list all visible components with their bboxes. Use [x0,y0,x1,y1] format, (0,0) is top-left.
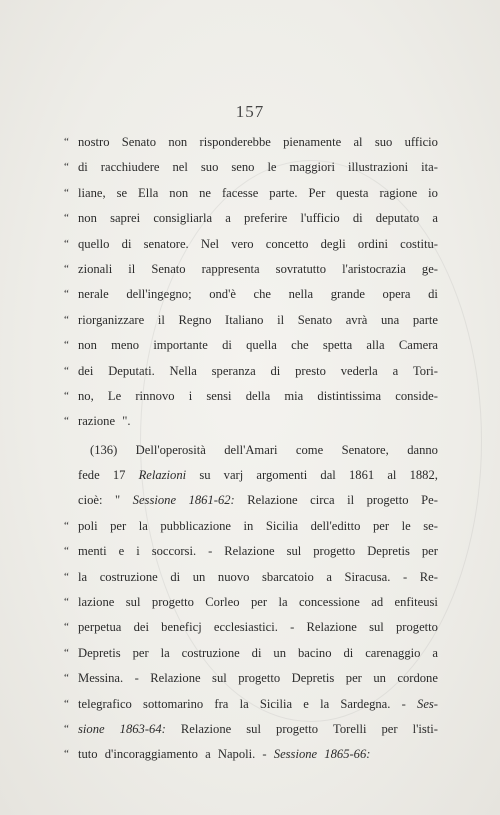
word: costitu- [400,236,438,251]
word: sbarcatoio [262,569,314,584]
word: sottomarino [143,696,204,711]
word: argomenti [256,468,308,483]
word: al [387,468,397,483]
word: le [401,518,411,533]
word: degli [320,236,346,251]
word: su [199,468,211,483]
word: Depretis [291,671,335,686]
word: Nella [169,363,197,378]
word: progetto [238,671,281,686]
quote-mark: “ [64,570,69,583]
word: racchiudere [100,160,160,175]
word: ". [122,414,131,429]
word: le [267,160,277,175]
word: Senatore, [341,442,389,457]
quote-mark: “ [64,596,69,609]
page-number: 157 [235,102,265,121]
word: ufficio [404,135,438,149]
word: l'ufficio [300,211,340,226]
word: per [345,671,362,686]
word: Re- [419,569,438,584]
word: deputato [375,211,420,226]
word: maggiori [289,160,335,175]
word: spetta [322,338,353,353]
word: riorganizzare [78,312,145,327]
word: a [225,211,231,226]
word: cordone [397,671,438,686]
word: la [138,518,148,533]
text-line [64,409,438,434]
word: sul [212,671,227,686]
text-line [64,308,438,333]
word: Depretis [367,544,410,559]
word: poli [78,518,98,533]
word: la [320,696,330,711]
word: 1861 [348,468,375,483]
word: per [372,518,390,533]
word: varj [223,468,244,483]
word: sul [125,595,141,610]
word: ordini [357,236,389,251]
word: Italiano [225,312,264,327]
text-line [64,359,438,384]
word: il [277,312,285,327]
word: il [157,312,165,327]
word: progetto [276,721,318,736]
word: bacino [297,645,332,660]
word: non [78,338,97,353]
word: di [343,645,354,660]
word: Relazione [180,721,232,736]
word: - [208,544,213,559]
word: liane, [78,185,106,200]
quote-mark: “ [64,339,69,352]
word: Relazione [247,493,298,508]
word: ond'è [209,287,236,302]
word: nerale [78,287,109,302]
word: dal [320,468,336,483]
word: mia [284,388,304,403]
word: al [353,135,363,149]
word: Sessione [132,493,177,508]
word: Pe- [421,493,438,508]
word: non [78,211,97,226]
quote-mark: “ [64,646,69,659]
word: a [205,747,214,762]
word: sul [286,544,302,559]
word: Camera [398,338,438,353]
word: fra [214,696,229,711]
word: Le [107,388,122,403]
word: Messina. [78,671,124,686]
quote-mark: “ [64,672,69,685]
word: costruzione [181,645,240,660]
word: a [432,645,438,660]
word: Napoli. [217,747,259,762]
text-line [64,590,438,615]
word: di [78,160,88,175]
text-line [78,438,438,463]
word: nostro [78,135,110,149]
word: una [381,312,400,327]
word: ad [371,595,384,610]
word: di [121,236,132,251]
word: di [251,645,262,660]
word: Tori- [412,363,438,378]
word: Nel [200,236,220,251]
word: per [250,595,268,610]
word: ragione [379,185,418,200]
word: dell'editto [310,518,361,533]
word: Sardegna. [340,696,391,711]
word: saprei [110,211,141,226]
word: questa [336,185,369,200]
quote-mark: “ [64,237,69,250]
quote-mark: “ [64,364,69,377]
text-line [64,130,438,155]
word: la [78,569,88,584]
text-line [64,206,438,231]
word: speranza [211,363,256,378]
quote-mark: “ [64,288,69,301]
word: conside- [395,388,438,403]
text-line [64,539,438,564]
word: di [428,287,438,302]
word: Depretis [78,645,121,660]
word: a [432,211,438,226]
word: razione [78,414,119,429]
word: Senato [151,261,186,276]
word: (136) [90,442,118,457]
word: grande [330,287,365,302]
word: Dell'operosità [135,442,206,457]
word: nel [172,160,188,175]
word: dell'ingegno; [126,287,192,302]
word: danno [407,442,438,457]
word: vero [231,236,254,251]
word: parte [412,312,438,327]
word: se- [423,518,438,533]
word: di [352,211,363,226]
text-line [64,615,438,640]
word: un [192,569,206,584]
word: Deputati. [108,363,155,378]
word: Regno [178,312,212,327]
word: la [278,595,288,610]
word: il [347,493,355,508]
quote-mark: “ [64,313,69,326]
word: a [326,569,332,584]
word: Senato [297,312,333,327]
word: suo [200,160,219,175]
text-line [64,717,438,742]
word: di [222,338,232,353]
word: no, [78,388,94,403]
word: soccorsi. [151,544,197,559]
word: dei [133,620,149,635]
word: ita- [421,160,438,175]
word: senatore. [143,236,189,251]
word: - [402,569,408,584]
text-line [64,257,438,282]
word: Torelli [333,721,367,736]
quote-mark: “ [64,697,69,710]
word: 1865-66: [324,747,371,762]
word: circa [310,493,335,508]
word: Relazione [224,544,275,559]
word: Ses- [417,696,438,711]
word: la [239,696,249,711]
word: un [273,645,286,660]
word: zionali [78,261,113,276]
word: l'aristocrazia [342,261,406,276]
text-line [64,155,438,180]
word: che [253,287,272,302]
word: di [270,363,281,378]
word: sione [78,721,105,736]
text-line [64,641,438,666]
quote-mark: “ [64,389,69,402]
word: come [295,442,324,457]
word: distintissima [317,388,382,403]
word: pubblicazione [160,518,232,533]
word: - [290,620,295,635]
word: progetto [395,620,438,635]
quote-mark: “ [64,186,69,199]
text-line [64,384,438,409]
text-line [64,181,438,206]
word: Sicilia [265,518,299,533]
quote-mark: “ [64,748,69,761]
word: alla [366,338,385,353]
word: di [170,569,181,584]
word: Corleo [205,595,240,610]
word: non [169,185,189,200]
word: per [421,544,438,559]
word: - [401,696,406,711]
word: perpetua [78,620,122,635]
word: 1863-64: [119,721,166,736]
word: se [116,185,128,200]
word: sul [369,620,384,635]
word: 1861-62: [188,493,235,508]
word: pienamente [283,135,342,149]
word: sul [246,721,261,736]
word: sovratutto [275,261,327,276]
word: Relazioni [138,468,187,483]
text-line [64,232,438,257]
quote-mark: “ [64,545,69,558]
word: ecclesiastici. [213,620,278,635]
word: rinnovo [135,388,175,403]
text-line [64,565,438,590]
word: che [291,338,309,353]
word: Relazione [306,620,357,635]
word: dell'Amari [224,442,278,457]
word: Per [308,185,326,200]
word: per [132,645,149,660]
word: in [243,518,254,533]
word: progetto [366,493,409,508]
word: l'isti- [412,721,438,736]
word: e [303,696,309,711]
word: cioè: [78,493,103,508]
word: parte. [269,185,298,200]
word: un [373,671,386,686]
word: facesse [221,185,259,200]
text-line [64,692,438,717]
word: Siracusa. [344,569,391,584]
text-line [64,333,438,358]
word: menti [78,544,107,559]
text-line [64,514,438,539]
quote-mark: “ [64,519,69,532]
text-line [64,666,438,691]
word: consigliarla [153,211,213,226]
word: dei [78,363,94,378]
word: ge- [421,261,438,276]
text-line [78,463,438,488]
word: enfiteusi [394,595,438,610]
word: suo [374,135,393,149]
quote-mark: “ [64,722,69,735]
word: d'incoraggiamento [104,747,202,762]
word: concetto [265,236,309,251]
word: risponderebbe [199,135,271,149]
word: rappresenta [201,261,260,276]
word: concessione [298,595,360,610]
word: preferire [244,211,288,226]
quote-mark: “ [64,161,69,174]
word: telegrafico [78,696,132,711]
word: io [428,185,438,200]
word: per [381,721,398,736]
word: progetto [151,595,194,610]
word: della [245,388,271,403]
quote-mark: “ [64,621,69,634]
word: " [115,493,121,508]
word: sensi [206,388,232,403]
quote-mark: “ [64,212,69,225]
word: 1882, [409,468,438,483]
word: lazione [78,595,115,610]
quote-mark: “ [64,136,69,148]
quote-mark: “ [64,415,69,428]
word: beneficj [161,620,202,635]
word: - [134,671,139,686]
word: quello [78,236,110,251]
word: meno [111,338,140,353]
word: la [160,645,170,660]
word: seno [231,160,255,175]
word: ne [199,185,211,200]
word: e [118,544,125,559]
word: Sicilia [259,696,293,711]
word: avrà [345,312,368,327]
word: - [262,747,270,762]
word: i [136,544,140,559]
text-block [64,130,438,768]
text-line [64,282,438,307]
text-line [64,742,438,767]
word: quella [246,338,277,353]
word: fede [78,468,100,483]
word: Relazione [150,671,201,686]
word: carenaggio [365,645,421,660]
word: non [168,135,188,149]
word: per [110,518,127,533]
word: nuovo [217,569,250,584]
word: vederla [340,363,378,378]
word: tuto [78,747,101,762]
word: Ella [138,185,159,200]
word: Sessione [273,747,321,762]
quote-mark: “ [64,262,69,275]
word: nella [288,287,314,302]
word: importante [153,338,208,353]
word: costruzione [99,569,158,584]
word: a [392,363,399,378]
text-line [78,488,438,513]
word: i [188,388,193,403]
word: Senato [121,135,157,149]
word: illustrazioni [347,160,409,175]
word: progetto [313,544,356,559]
word: il [128,261,136,276]
word: opera [382,287,411,302]
word: presto [295,363,326,378]
word: 17 [112,468,126,483]
